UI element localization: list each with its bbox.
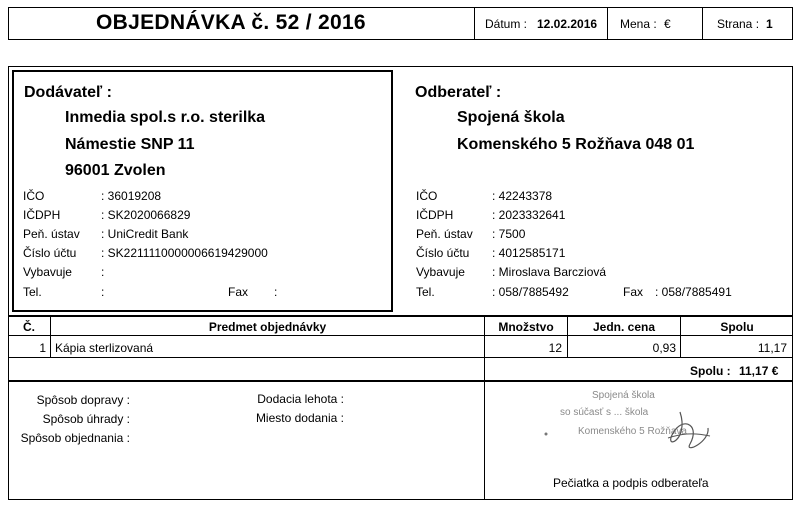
footer-divider <box>484 381 485 500</box>
row-qty: 12 <box>548 341 562 355</box>
stamp-line-3: Komenského 5 Rožňava <box>578 426 687 437</box>
customer-heading: Odberateľ : <box>415 84 502 101</box>
lehota-label: Dodacia lehota : <box>257 392 344 406</box>
stamp-line-2: so súčasť s ... škola <box>560 407 649 418</box>
col-header-qty: Množstvo <box>498 320 554 334</box>
customer-account-label: Číslo účtu <box>416 246 470 260</box>
row-no: 1 <box>39 341 46 355</box>
supplier-heading: Dodávateľ : <box>24 84 112 101</box>
supplier-name: Inmedia spol.s r.o. sterilka <box>65 109 266 126</box>
miesto-label: Miesto dodania : <box>255 411 344 425</box>
signature-caption: Pečiatka a podpis odberateľa <box>553 476 709 490</box>
supplier-account-value: : SK2211110000006619429000 <box>101 246 268 260</box>
stamp-line-1: Spojená škola <box>592 390 655 401</box>
row-total: 11,17 <box>757 341 787 355</box>
row-item: Kápia sterlizovaná <box>55 341 154 355</box>
supplier-ico-label: IČO <box>23 189 45 203</box>
datum-label: Dátum : <box>485 17 528 31</box>
col-header-price: Jedn. cena <box>592 320 656 334</box>
col-header-item: Predmet objednávky <box>208 320 327 334</box>
supplier-icdph-value: : SK2020066829 <box>101 208 191 222</box>
supplier-fax-label: Fax <box>228 285 249 299</box>
row-price: 0,93 <box>652 341 676 355</box>
customer-ico-value: : 42243378 <box>492 189 553 203</box>
col-header-total: Spolu <box>720 320 754 334</box>
col-header-no: Č. <box>23 320 35 334</box>
table-row-divider <box>8 357 793 358</box>
supplier-street: Námestie SNP 11 <box>65 136 195 153</box>
supplier-tel-label: Tel. <box>23 285 42 299</box>
supplier-bank-label: Peň. ústav <box>23 227 80 241</box>
supplier-account-label: Číslo účtu <box>23 246 77 260</box>
customer-fax-value: : 058/7885491 <box>655 285 732 299</box>
customer-bank-label: Peň. ústav <box>416 227 473 241</box>
mena-value: € <box>664 17 671 31</box>
strana-value: 1 <box>766 17 773 31</box>
supplier-ico-value: : 36019208 <box>101 189 162 203</box>
supplier-tel-value: : <box>101 285 105 299</box>
customer-contact-label: Vybavuje <box>416 265 465 279</box>
mena-label: Mena : <box>620 17 657 31</box>
customer-fax-label: Fax <box>623 285 644 299</box>
supplier-contact-value: : <box>101 265 105 279</box>
customer-tel-value: : 058/7885492 <box>492 285 569 299</box>
customer-ico-label: IČO <box>416 189 438 203</box>
total-label: Spolu : <box>690 364 731 378</box>
supplier-contact-label: Vybavuje <box>23 265 72 279</box>
customer-icdph-value: : 2023332641 <box>492 208 566 222</box>
supplier-bank-value: : UniCredit Bank <box>101 227 189 241</box>
stamp-signature <box>540 382 760 472</box>
customer-account-value: : 4012585171 <box>492 246 566 260</box>
customer-icdph-label: IČDPH <box>416 208 454 222</box>
doprava-label: Spôsob dopravy : <box>36 393 130 407</box>
document-title: OBJEDNÁVKA č. 52 / 2016 <box>96 11 366 34</box>
strana-label: Strana : <box>717 17 760 31</box>
customer-name: Spojená škola <box>457 109 565 126</box>
customer-contact-value: : Miroslava Barcziová <box>492 265 607 279</box>
datum-value: 12.02.2016 <box>537 17 598 31</box>
customer-tel-label: Tel. <box>416 285 435 299</box>
supplier-city: 96001 Zvolen <box>65 162 166 179</box>
supplier-icdph-label: IČDPH <box>23 208 61 222</box>
supplier-fax-value: : <box>274 285 278 299</box>
table-row-divider <box>8 335 793 336</box>
objednania-label: Spôsob objednania : <box>20 431 130 445</box>
customer-bank-value: : 7500 <box>492 227 526 241</box>
customer-address: Komenského 5 Rožňava 048 01 <box>457 136 695 153</box>
total-value: 11,17 € <box>739 364 779 378</box>
uhrada-label: Spôsob úhrady : <box>42 412 130 426</box>
